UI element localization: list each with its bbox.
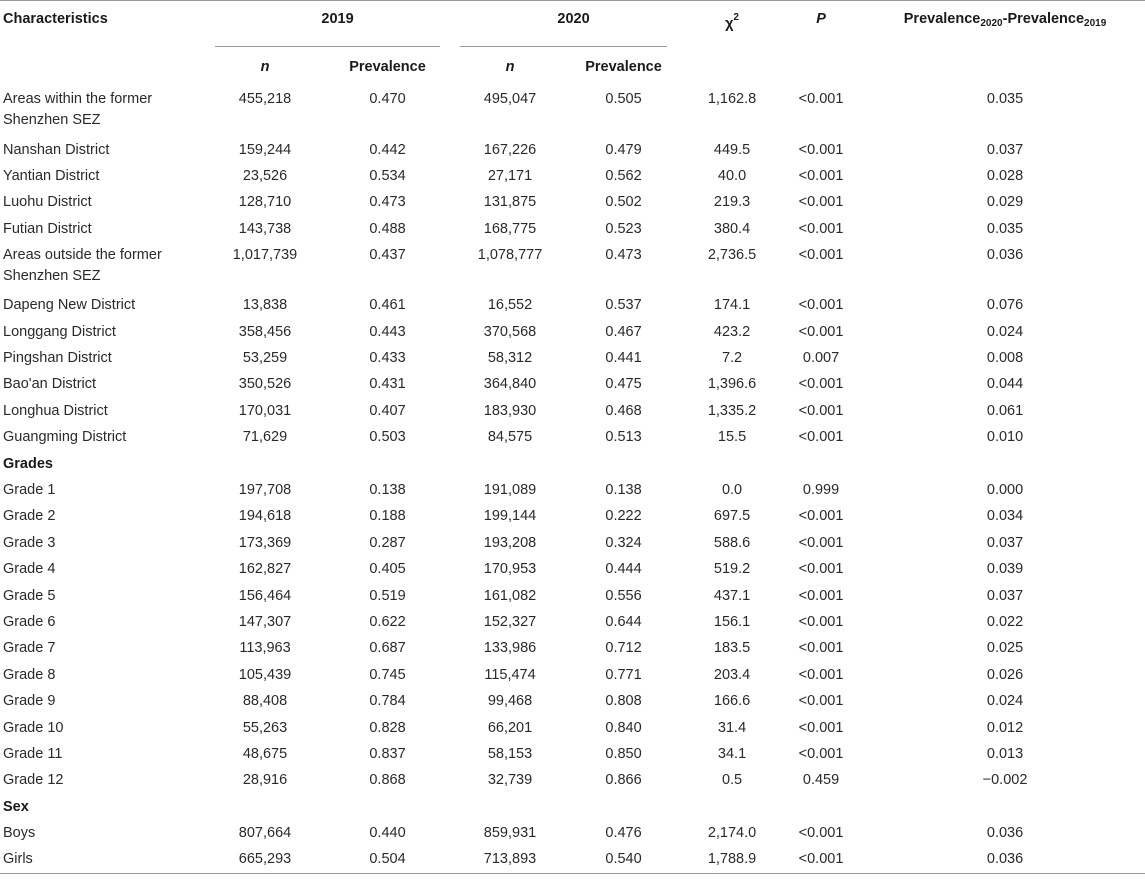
characteristic-line-1: Areas within the former <box>3 91 153 107</box>
n-2020-cell: 58,312 <box>487 350 533 367</box>
table-row <box>0 688 1145 714</box>
table-row <box>0 530 1145 556</box>
p-value-cell: <0.001 <box>798 141 844 158</box>
table-row <box>0 216 1145 242</box>
prevalence-2020-cell: 0.562 <box>605 168 642 185</box>
prevalence-2020-cell: 0.505 <box>605 91 642 107</box>
prevalence-2020-cell: 0.476 <box>605 825 642 842</box>
chi-square-cell: 31.4 <box>717 719 747 736</box>
chi-square-cell: 1,396.6 <box>707 376 757 393</box>
prevalence-difference-cell: 0.037 <box>986 587 1024 604</box>
n-2020-cell: 191,089 <box>483 481 537 498</box>
prevalence-2020-cell: 0.537 <box>605 297 642 314</box>
chi-square-cell: 1,335.2 <box>707 402 757 419</box>
prevalence-difference-cell: 0.028 <box>986 168 1024 185</box>
chi-superscript: 2 <box>733 12 739 23</box>
characteristic-cell: Grade 1 <box>3 481 56 498</box>
p-value-cell: <0.001 <box>798 91 844 107</box>
n-2019-cell: 88,408 <box>242 693 288 710</box>
characteristic-cell: Grade 5 <box>3 587 56 604</box>
characteristic-cell: Grade 4 <box>3 561 56 578</box>
empty-cell <box>460 794 560 820</box>
n-2019-cell: 173,369 <box>238 534 292 551</box>
n-2020-cell: 32,739 <box>487 772 533 789</box>
empty-cell <box>777 451 865 477</box>
characteristic-cell: Grade 3 <box>3 534 56 551</box>
characteristic-cell: Yantian District <box>3 168 100 185</box>
prevalence-2020-cell: 0.502 <box>605 194 642 211</box>
n-2020-cell: 27,171 <box>487 168 533 185</box>
p-value-header: P <box>777 1 865 88</box>
p-value-cell: <0.001 <box>798 168 844 185</box>
table-row <box>0 372 1145 398</box>
diff-prefix-1: Prevalence <box>903 11 981 27</box>
characteristic-cell <box>0 87 215 137</box>
prevalence-difference-cell: 0.022 <box>986 613 1024 630</box>
section-label: Sex <box>3 798 29 815</box>
n-2020-cell: 370,568 <box>483 323 537 340</box>
n-2019-cell: 147,307 <box>238 613 292 630</box>
prevalence-2019-header: Prevalence <box>349 59 426 75</box>
chi-square-header <box>687 1 777 88</box>
chi-square-cell: 2,174.0 <box>707 825 757 842</box>
n-2019-cell: 807,664 <box>238 825 292 842</box>
characteristic-cell: Grade 11 <box>3 745 63 762</box>
chi-square-cell: 7.2 <box>721 350 743 367</box>
chi-square-cell: 588.6 <box>713 534 751 551</box>
prevalence-difference-cell: 0.035 <box>986 220 1024 237</box>
prevalence-2020-cell: 0.468 <box>605 402 642 419</box>
section-row <box>0 794 1145 820</box>
prevalence-2020-cell: 0.324 <box>605 534 642 551</box>
n-2020-cell: 161,082 <box>483 587 537 604</box>
year-2019-label: 2019 <box>321 11 354 27</box>
prevalence-2019-cell: 0.461 <box>369 297 406 314</box>
n-2019-cell: 28,916 <box>242 772 288 789</box>
prevalence-2019-cell: 0.473 <box>369 194 406 211</box>
prevalence-2019-cell: 0.470 <box>369 91 406 107</box>
year-2020-underline <box>460 46 667 47</box>
p-value-cell: <0.001 <box>798 323 844 340</box>
prevalence-difference-cell: 0.036 <box>986 246 1024 263</box>
characteristic-cell: Dapeng New District <box>3 297 136 314</box>
prevalence-difference-header <box>865 1 1145 88</box>
empty-cell <box>215 794 315 820</box>
n-2020-cell: 115,474 <box>484 666 536 683</box>
n-2019-cell: 143,738 <box>238 220 292 237</box>
n-2019-header: n <box>260 59 270 75</box>
n-2020-cell: 199,144 <box>483 508 537 525</box>
table-row <box>0 662 1145 688</box>
n-2020-cell: 364,840 <box>483 376 537 393</box>
prevalence-difference-cell: 0.008 <box>986 350 1024 367</box>
empty-cell <box>777 794 865 820</box>
prevalence-2020-cell: 0.556 <box>605 587 642 604</box>
p-value-cell: <0.001 <box>798 402 844 419</box>
empty-cell <box>865 451 1145 477</box>
p-value-cell: <0.001 <box>798 246 844 263</box>
n-2020-cell: 168,775 <box>483 220 537 237</box>
p-value-cell: <0.001 <box>798 719 844 736</box>
p-value-cell: <0.001 <box>798 745 844 762</box>
prevalence-difference-cell: 0.076 <box>986 297 1024 314</box>
prevalence-2020-cell: 0.808 <box>605 693 642 710</box>
n-2019-cell: 162,827 <box>238 561 292 578</box>
n-2019-cell: 1,017,739 <box>232 246 298 263</box>
prevalence-2019-cell: 0.488 <box>369 220 406 237</box>
table-row <box>0 820 1145 846</box>
prevalence-2020-cell: 0.540 <box>560 847 687 874</box>
n-2019-cell: 665,293 <box>215 847 315 874</box>
n-2019-cell: 170,031 <box>238 402 292 419</box>
prevalence-2019-cell: 0.622 <box>369 613 406 630</box>
table-row <box>0 715 1145 741</box>
p-value-cell: <0.001 <box>777 847 865 874</box>
n-2019-cell: 48,675 <box>242 745 288 762</box>
n-2019-cell: 358,456 <box>238 323 292 340</box>
table-row <box>0 87 1145 137</box>
prevalence-2020-cell: 0.479 <box>605 141 642 158</box>
prevalence-difference-cell: 0.034 <box>986 508 1024 525</box>
prevalence-difference-cell: 0.037 <box>986 141 1024 158</box>
n-2020-cell: 84,575 <box>487 429 533 446</box>
prevalence-2019-cell: 0.287 <box>369 534 406 551</box>
prevalence-difference-cell: 0.013 <box>986 745 1024 762</box>
prevalence-difference-cell: 0.012 <box>986 719 1024 736</box>
section-row <box>0 451 1145 477</box>
characteristic-cell <box>0 243 215 293</box>
p-value-cell: <0.001 <box>798 613 844 630</box>
empty-cell <box>315 794 460 820</box>
characteristic-cell: Boys <box>3 825 36 842</box>
year-2020-header <box>460 1 687 48</box>
prevalence-2019-cell: 0.503 <box>369 429 406 446</box>
n-2019-cell: 455,218 <box>238 91 292 107</box>
characteristic-cell: Grade 2 <box>3 508 56 525</box>
prevalence-2019-cell: 0.433 <box>369 350 406 367</box>
n-2020-cell: 133,986 <box>483 640 537 657</box>
prevalence-difference-cell: 0.061 <box>986 402 1024 419</box>
table-row <box>0 319 1145 345</box>
n-2019-cell: 194,618 <box>238 508 292 525</box>
p-value-cell: 0.007 <box>802 350 840 367</box>
prevalence-2019-cell: 0.837 <box>369 745 406 762</box>
prevalence-difference-cell: 0.024 <box>986 693 1024 710</box>
n-2020-cell: 131,875 <box>483 194 537 211</box>
prevalence-difference-cell: 0.036 <box>865 847 1145 874</box>
n-2019-cell: 156,464 <box>238 587 292 604</box>
prevalence-2019-cell: 0.519 <box>369 587 406 604</box>
year-2019-header <box>215 1 460 48</box>
table-row <box>0 293 1145 319</box>
prevalence-2019-cell: 0.188 <box>369 508 406 525</box>
chi-square-cell: 183.5 <box>713 640 751 657</box>
prevalence-2020-cell: 0.840 <box>605 719 642 736</box>
chi-square-cell: 519.2 <box>713 561 751 578</box>
n-2019-cell: 13,838 <box>242 297 288 314</box>
chi-square-cell: 156.1 <box>713 613 751 630</box>
prevalence-2019-cell: 0.437 <box>369 246 406 263</box>
prevalence-2019-cell: 0.138 <box>369 481 406 498</box>
p-value-cell: <0.001 <box>798 429 844 446</box>
p-value-cell: 0.999 <box>802 481 840 498</box>
p-value-cell: <0.001 <box>798 508 844 525</box>
p-value-cell: <0.001 <box>798 297 844 314</box>
prevalence-difference-cell: 0.000 <box>986 481 1024 498</box>
characteristic-line-1: Areas outside the former <box>3 246 162 263</box>
n-2020-cell: 152,327 <box>483 613 537 630</box>
n-2019-cell: 71,629 <box>242 429 288 446</box>
table-row <box>0 163 1145 189</box>
n-2020-cell: 16,552 <box>487 297 533 314</box>
prevalence-2020-cell: 0.850 <box>605 745 642 762</box>
n-2020-cell: 193,208 <box>483 534 537 551</box>
characteristic-cell: Girls <box>0 847 215 874</box>
prevalence-difference-cell: −0.002 <box>982 772 1028 789</box>
n-2020-cell: 58,153 <box>487 745 533 762</box>
characteristic-cell: Grade 12 <box>3 772 64 789</box>
prevalence-2020-cell: 0.771 <box>605 666 642 683</box>
empty-cell <box>560 451 687 477</box>
characteristic-cell: Grade 9 <box>3 693 56 710</box>
prevalence-2019-cell: 0.784 <box>369 693 406 710</box>
n-2019-cell: 55,263 <box>242 719 288 736</box>
characteristics-header: Characteristics <box>0 1 215 88</box>
empty-cell <box>560 794 687 820</box>
n-2020-cell: 167,226 <box>483 141 537 158</box>
table-body <box>0 87 1145 874</box>
chi-square-cell: 423.2 <box>713 323 751 340</box>
diff-mid: -Prevalence <box>1002 11 1085 27</box>
characteristic-cell: Grade 7 <box>3 640 56 657</box>
prevalence-2020-header: Prevalence <box>585 59 662 75</box>
prevalence-2020-cell: 0.441 <box>605 350 642 367</box>
chi-symbol: χ <box>725 15 734 32</box>
p-value-cell: <0.001 <box>798 376 844 393</box>
n-2019-cell: 197,708 <box>238 481 292 498</box>
table-row <box>0 636 1145 662</box>
table-row <box>0 609 1145 635</box>
chi-square-cell: 166.6 <box>713 693 751 710</box>
characteristic-cell: Luohu District <box>3 194 92 211</box>
table-header <box>0 1 1145 88</box>
chi-square-cell: 174.1 <box>713 297 751 314</box>
chi-square-cell: 34.1 <box>717 745 747 762</box>
prevalence-2020-cell: 0.444 <box>605 561 642 578</box>
p-value-cell: <0.001 <box>798 825 844 842</box>
p-value-cell: <0.001 <box>798 587 844 604</box>
table-row <box>0 190 1145 216</box>
prevalence-2019-cell: 0.405 <box>369 561 406 578</box>
table-row <box>0 345 1145 371</box>
chi-square-cell: 203.4 <box>713 666 751 683</box>
empty-cell <box>460 451 560 477</box>
table-row <box>0 477 1145 503</box>
characteristic-cell: Longhua District <box>3 402 108 419</box>
characteristic-cell: Longgang District <box>3 323 116 340</box>
prevalence-2020-cell: 0.866 <box>605 772 642 789</box>
table-row <box>0 137 1145 163</box>
prevalence-2020-cell: 0.467 <box>605 323 642 340</box>
characteristic-cell: Grade 8 <box>3 666 56 683</box>
header-row-1 <box>0 1 1145 48</box>
prevalence-difference-cell: 0.044 <box>986 376 1024 393</box>
table-row <box>0 583 1145 609</box>
table-row <box>0 425 1145 451</box>
n-2019-cell: 128,710 <box>238 194 292 211</box>
chi-square-cell: 437.1 <box>713 587 751 604</box>
chi-square-cell: 15.5 <box>717 429 747 446</box>
characteristic-line-2: Shenzhen SEZ <box>3 267 101 284</box>
empty-cell <box>215 451 315 477</box>
prevalence-2019-cell: 0.745 <box>369 666 406 683</box>
chi-square-cell: 2,736.5 <box>707 246 757 263</box>
characteristic-cell: Bao'an District <box>3 376 97 393</box>
characteristic-cell: Grade 6 <box>3 613 56 630</box>
n-2020-cell: 183,930 <box>483 402 537 419</box>
prevalence-2019-cell: 0.407 <box>369 402 406 419</box>
p-value-cell: <0.001 <box>798 534 844 551</box>
empty-cell <box>315 451 460 477</box>
empty-cell <box>687 451 777 477</box>
n-2020-cell: 66,201 <box>487 719 533 736</box>
n-2020-cell: 99,468 <box>487 693 533 710</box>
diff-subscript-2019: 2019 <box>1084 18 1107 29</box>
empty-cell <box>687 794 777 820</box>
chi-square-cell: 40.0 <box>717 168 747 185</box>
prevalence-2019-cell: 0.534 <box>369 168 406 185</box>
p-value-cell: <0.001 <box>798 693 844 710</box>
prevalence-2020-cell: 0.513 <box>605 429 642 446</box>
prevalence-2019-cell: 0.687 <box>369 640 406 657</box>
chi-square-cell: 0.0 <box>721 481 743 498</box>
p-value-cell: <0.001 <box>798 666 844 683</box>
table-row <box>0 504 1145 530</box>
prevalence-2020-cell: 0.475 <box>605 376 642 393</box>
prevalence-2019-cell: 0.431 <box>369 376 406 393</box>
prevalence-2020-cell: 0.712 <box>605 640 642 657</box>
chi-square-cell: 219.3 <box>713 194 751 211</box>
table-row <box>0 243 1145 293</box>
year-2020-label: 2020 <box>557 11 590 27</box>
p-value-cell: <0.001 <box>798 640 844 657</box>
prevalence-difference-cell: 0.035 <box>986 91 1024 107</box>
table-row <box>0 768 1145 794</box>
chi-square-cell: 449.5 <box>713 141 751 158</box>
prevalence-2020-cell: 0.473 <box>605 246 642 263</box>
prevalence-difference-cell: 0.039 <box>986 561 1024 578</box>
n-2019-cell: 113,963 <box>239 640 291 657</box>
characteristic-cell: Nanshan District <box>3 141 110 158</box>
n-2019-cell: 159,244 <box>238 141 292 158</box>
prevalence-difference-cell: 0.024 <box>986 323 1024 340</box>
prevalence-2020-cell: 0.644 <box>605 613 642 630</box>
chi-square-cell: 380.4 <box>713 220 751 237</box>
prevalence-2020-cell: 0.222 <box>605 508 642 525</box>
table-row <box>0 741 1145 767</box>
n-2020-cell: 170,953 <box>483 561 537 578</box>
prevalence-difference-cell: 0.029 <box>986 194 1024 211</box>
n-2020-cell: 1,078,777 <box>477 246 543 263</box>
section-label: Grades <box>3 455 53 472</box>
diff-subscript-2020: 2020 <box>980 18 1003 29</box>
p-value-cell: 0.459 <box>802 772 840 789</box>
n-2019-cell: 105,439 <box>238 666 292 683</box>
p-value-cell: <0.001 <box>798 220 844 237</box>
n-2019-cell: 23,526 <box>242 168 288 185</box>
prevalence-2019-cell: 0.442 <box>369 141 406 158</box>
prevalence-2019-cell: 0.440 <box>369 825 406 842</box>
table-row <box>0 847 1145 874</box>
p-value-cell: <0.001 <box>798 194 844 211</box>
prevalence-2019-cell: 0.868 <box>369 772 406 789</box>
characteristic-cell: Guangming District <box>3 429 127 446</box>
table-row <box>0 556 1145 582</box>
n-2020-header: n <box>505 59 515 75</box>
prevalence-2019-cell: 0.443 <box>369 323 406 340</box>
year-2019-underline <box>215 46 440 47</box>
characteristic-line-2: Shenzhen SEZ <box>3 112 101 128</box>
prevalence-2019-cell: 0.828 <box>369 719 406 736</box>
chi-square-cell: 0.5 <box>721 772 743 789</box>
chi-square-cell: 1,162.8 <box>707 91 757 107</box>
n-2019-cell: 53,259 <box>242 350 288 367</box>
n-2020-cell: 713,893 <box>460 847 560 874</box>
table-row <box>0 398 1145 424</box>
prevalence-difference-cell: 0.026 <box>986 666 1024 683</box>
prevalence-difference-cell: 0.036 <box>986 825 1024 842</box>
empty-cell <box>865 794 1145 820</box>
prevalence-2020-cell: 0.523 <box>605 220 642 237</box>
chi-square-cell: 697.5 <box>713 508 751 525</box>
p-value-cell: <0.001 <box>798 561 844 578</box>
prevalence-difference-cell: 0.025 <box>986 640 1024 657</box>
n-2020-cell: 495,047 <box>483 91 537 107</box>
n-2020-cell: 859,931 <box>483 825 537 842</box>
n-2019-cell: 350,526 <box>238 376 292 393</box>
chi-square-cell: 1,788.9 <box>687 847 777 874</box>
prevalence-2020-cell: 0.138 <box>605 481 642 498</box>
characteristic-cell: Futian District <box>3 220 92 237</box>
characteristic-cell: Grade 10 <box>3 719 64 736</box>
prevalence-difference-cell: 0.037 <box>986 534 1024 551</box>
prevalence-difference-cell: 0.010 <box>986 429 1024 446</box>
characteristic-cell: Pingshan District <box>3 350 112 367</box>
prevalence-2019-cell: 0.504 <box>315 847 460 874</box>
